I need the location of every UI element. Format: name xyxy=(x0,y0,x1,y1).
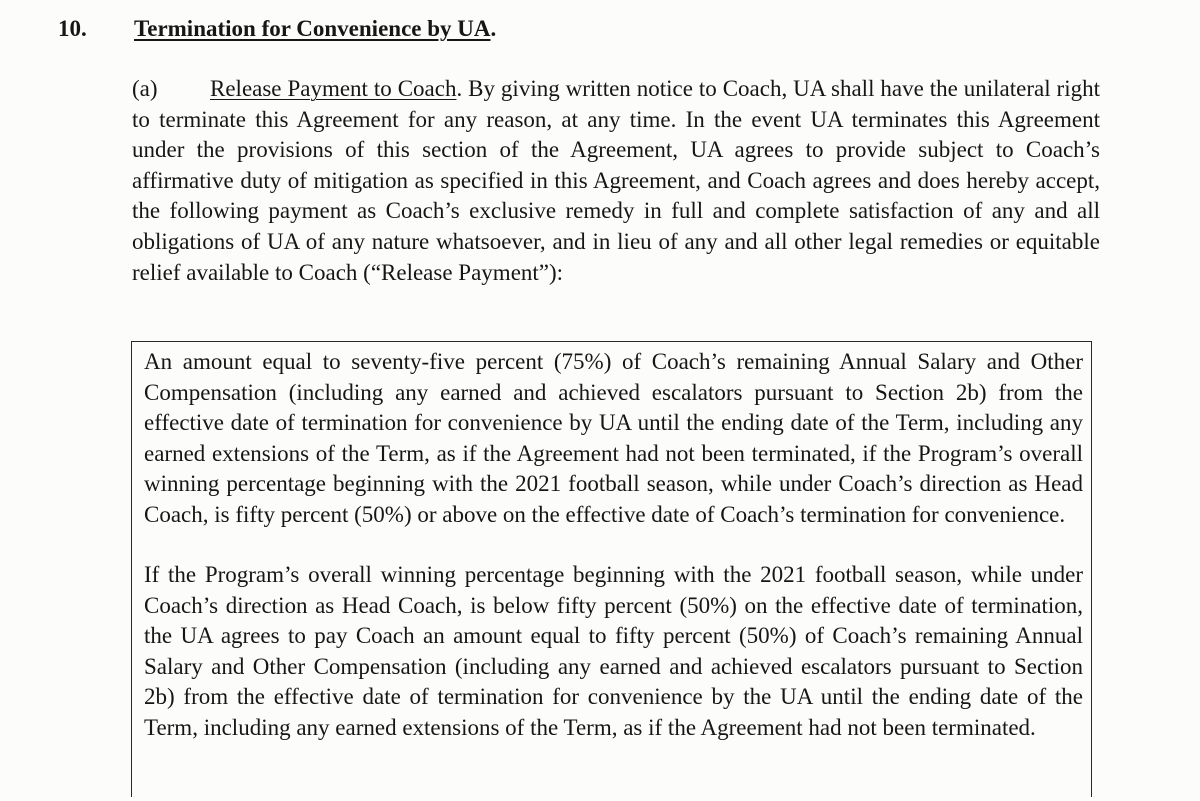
section-number: 10. xyxy=(58,16,87,41)
section-title-text: Termination for Convenience by UA xyxy=(134,16,491,41)
paragraph-label: (a) xyxy=(132,76,158,101)
release-payment-box xyxy=(131,341,1092,797)
box-paragraph-second: If the Program’s overall winning percentage beginning with the 2021 football season, while under Coach’s direction as Head Coach, is below fifty percent (50%) on the effective date of termination, the UA agrees to pay Coach an amount equal to fifty percent (50%) of Coach’s remaining Annual Salary and Other Compensation (including any earned and achieved escalators pursuant to Section 2b) from the effective date of termination for convenience by the UA until the ending date of the Term, including any earned extensions of the Term, as if the Agreement had not been terminated. xyxy=(144,562,1083,740)
paragraph-a xyxy=(132,74,1100,288)
section-title xyxy=(134,14,496,44)
box-paragraph-first: An amount equal to seventy-five percent (75%) of Coach’s remaining Annual Salary and Other Compensation (including any earned and achieved escalators pursuant to Section 2b) from the effective date of termination for convenience by UA until the ending date of the Term, including any earned extensions of the Term, as if the Agreement had not been terminated, if the Program’s overall winning percentage beginning with the 2021 football season, while under Coach’s direction as Head Coach, is fifty percent (50%) or above on the effective date of Coach’s termination for convenience. xyxy=(144,349,1083,527)
section-title-period: . xyxy=(490,16,497,41)
paragraph-subheading-period: . xyxy=(456,76,463,101)
paragraph-body: By giving written notice to Coach, UA shall have the unilateral right to terminate this Agreement for any reason, at any time. In the event UA terminates this Agreement under the provisions of this section of the Agreement, UA agrees to provide subject to Coach’s affirmative duty of mitigation as specified in this Agreement, and Coach agrees and does hereby accept, the following payment as Coach’s exclusive remedy in full and complete satisfaction of any and all obligations of UA of any nature whatsoever, and in lieu of any and all other legal remedies or equitable relief available to Coach (“Release Payment”): xyxy=(132,76,1100,285)
paragraph-subheading: Release Payment to Coach xyxy=(210,76,457,101)
